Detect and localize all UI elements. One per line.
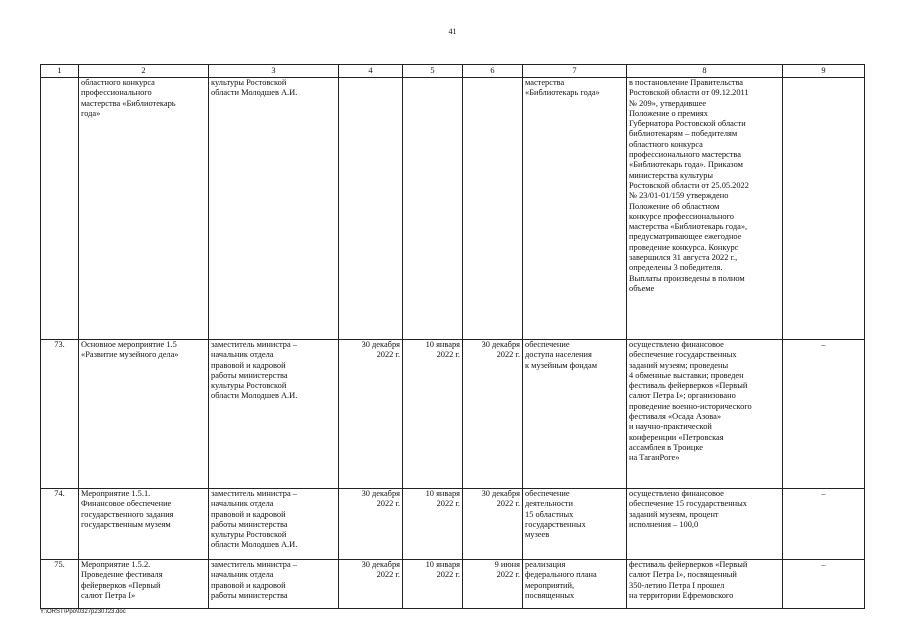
cell-result-achieved: в постановление Правительства Ростовской области от 09.12.2011 № 209», утвердившее Положение о премиях Губернатора Ростовской области библиотекарям – победителям областного конкурса профессионального мастерства «Библиотекарь года». Приказом министерства культуры Ростовской области от 25.05.2022 № 23/01-01/159 утверждено Положение об областном конкурсе профессионального мастерства «Библиотекарь года», предусматривающее ежегодное проведение конкурса. Конкурс завершился 31 августа 2022 г., определены 3 победителя. Выплаты произведены в полном объеме xyxy=(627,78,783,340)
cell-responsible: заместитель министра – начальник отдела правовой и кадровой работы министерства xyxy=(209,560,339,609)
cell-fact-end: 30 декабря 2022 г. xyxy=(463,340,523,489)
column-number-header xyxy=(41,65,865,78)
cell-reasons xyxy=(783,78,865,340)
cell-number xyxy=(41,78,79,340)
cell-reasons: – xyxy=(783,489,865,560)
table-row-74 xyxy=(41,489,865,560)
header-col-5: 5 xyxy=(403,65,463,78)
table-row-75 xyxy=(41,560,865,609)
cell-result-achieved: осуществлено финансовое обеспечение 15 государственных заданий музеям, процент исполнения – 100,0 xyxy=(627,489,783,560)
cell-responsible: заместитель министра – начальник отдела правовой и кадровой работы министерства культуры Ростовской области Молодшев А.И. xyxy=(209,340,339,489)
cell-result-planned: обеспечение деятельности 15 областных государственных музеев xyxy=(523,489,627,560)
cell-plan-end: 30 декабря 2022 г. xyxy=(339,489,403,560)
cell-fact-end: 30 декабря 2022 г. xyxy=(463,489,523,560)
table-row-continued xyxy=(41,78,865,340)
cell-number: 74. xyxy=(41,489,79,560)
cell-name: Мероприятие 1.5.1. Финансовое обеспечение государственного задания государственным музеям xyxy=(79,489,209,560)
cell-fact-end: 9 июня 2022 г. xyxy=(463,560,523,609)
header-col-7: 7 xyxy=(523,65,627,78)
cell-name: Основное мероприятие 1.5 «Развитие музейного дела» xyxy=(79,340,209,489)
file-path-footer: Y:\ORST\Ppo\0327p230.f23.doc xyxy=(40,609,126,615)
table-row-73 xyxy=(41,340,865,489)
cell-responsible: заместитель министра – начальник отдела правовой и кадровой работы министерства культуры Ростовской области Молодшев А.И. xyxy=(209,489,339,560)
header-col-2: 2 xyxy=(79,65,209,78)
cell-number: 73. xyxy=(41,340,79,489)
cell-fact-start: 10 января 2022 г. xyxy=(403,489,463,560)
page-number: 41 xyxy=(448,27,457,36)
cell-reasons: – xyxy=(783,340,865,489)
cell-responsible: культуры Ростовской области Молодшев А.И. xyxy=(209,78,339,340)
cell-result-planned: реализация федерального плана мероприятий, посвященных xyxy=(523,560,627,609)
cell-reasons: – xyxy=(783,560,865,609)
cell-fact-end xyxy=(463,78,523,340)
cell-fact-start: 10 января 2022 г. xyxy=(403,560,463,609)
cell-result-achieved: фестиваль фейерверков «Первый салют Петра I», посвященный 350-летию Петра I прошел на территории Ефремовского xyxy=(627,560,783,609)
report-table xyxy=(40,64,865,609)
cell-number: 75. xyxy=(41,560,79,609)
cell-plan-end: 30 декабря 2022 г. xyxy=(339,340,403,489)
cell-result-achieved: осуществлено финансовое обеспечение государственных заданий музеям; проведены 4 обменные выставки; проведен фестиваль фейерверков «Первый салют Петра I»; организовано проведение военно-исторического фестиваля «Осада Азова» и научно-практической конференции «Петровская ассамблея в Троицке на ТаганРоге» xyxy=(627,340,783,489)
cell-fact-start: 10 января 2022 г. xyxy=(403,340,463,489)
header-col-6: 6 xyxy=(463,65,523,78)
cell-name: областного конкурса профессионального мастерства «Библиотекарь года» xyxy=(79,78,209,340)
cell-plan-end xyxy=(339,78,403,340)
cell-plan-end: 30 декабря 2022 г. xyxy=(339,560,403,609)
header-col-3: 3 xyxy=(209,65,339,78)
header-col-9: 9 xyxy=(783,65,865,78)
cell-result-planned: обеспечение доступа населения к музейным фондам xyxy=(523,340,627,489)
cell-name: Мероприятие 1.5.2. Проведение фестиваля фейерверков «Первый салют Петра I» xyxy=(79,560,209,609)
cell-fact-start xyxy=(403,78,463,340)
header-col-8: 8 xyxy=(627,65,783,78)
header-col-4: 4 xyxy=(339,65,403,78)
cell-result-planned: мастерства «Библиотекарь года» xyxy=(523,78,627,340)
header-col-1: 1 xyxy=(41,65,79,78)
